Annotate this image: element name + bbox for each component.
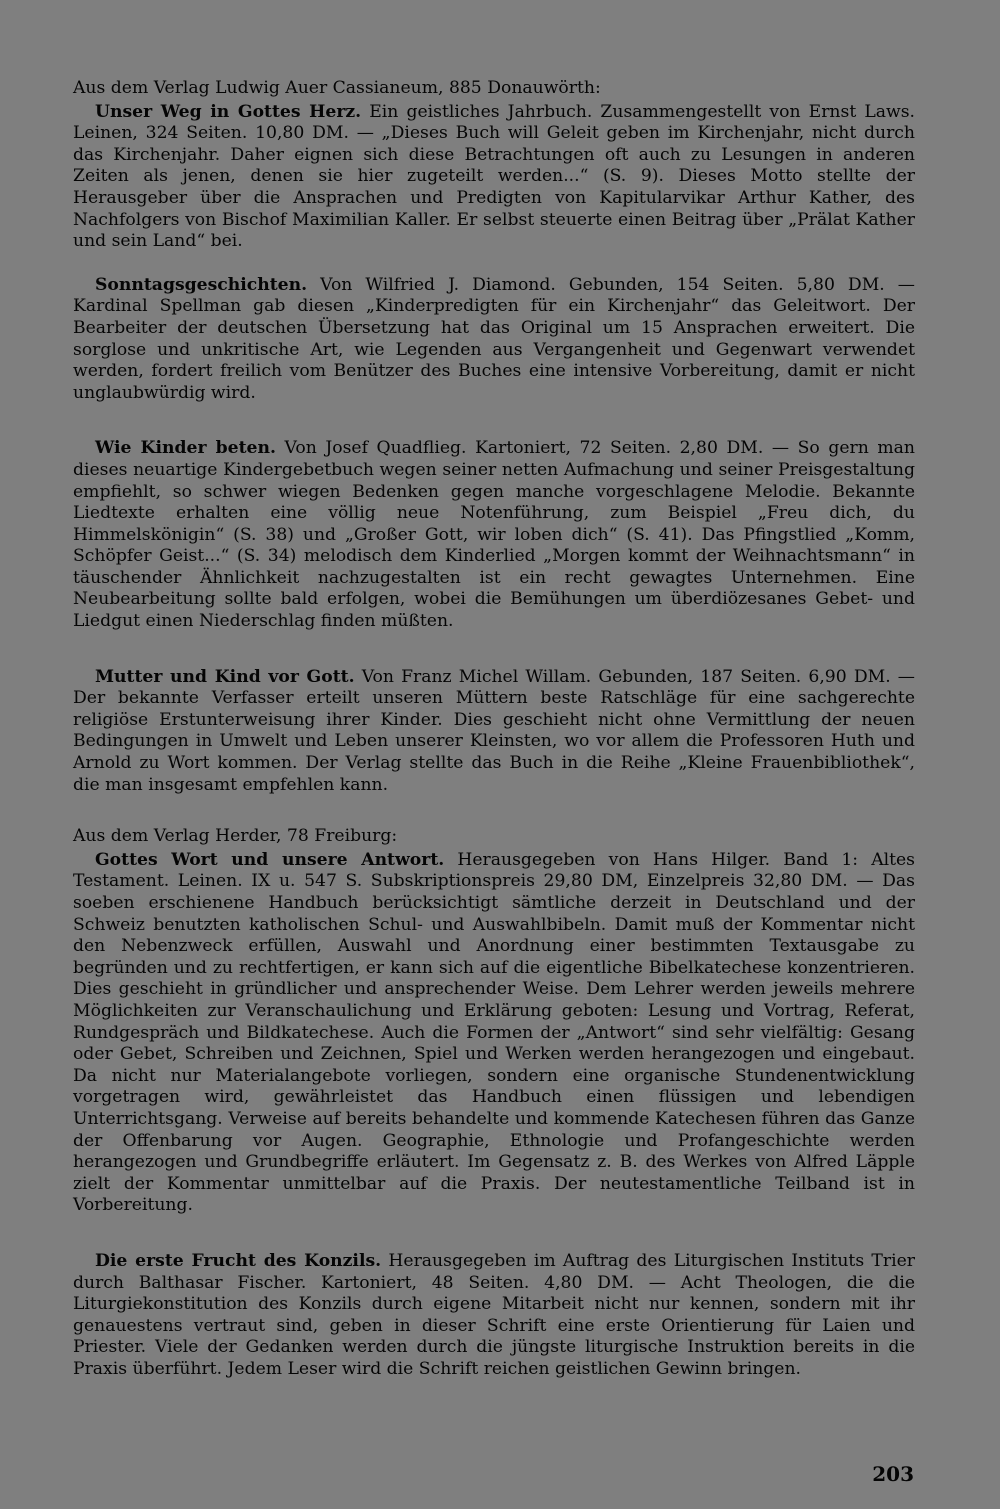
- review-title: Mutter und Kind vor Gott.: [95, 666, 355, 687]
- review-mutter-und-kind: [73, 667, 915, 797]
- review-text: Herausgegeben im Auftrag des Liturgischen Instituts Trier durch Balthasar Fischer. Kartoniert, 48 Seiten. 4,80 DM. — Acht Theologen, die die Liturgiekonstitution des Konzils durch eigene Mitarbeit nicht nur kennen, sondern mit ihr genauestens vertraut sind, geben in dieser Schrift eine erste Orientierung für Laien und Priester. Viele der Gedanken werden durch die jüngste liturgische Instruktion bereits in die Praxis überführt. Jedem Leser wird die Schrift reichen geistlichen Gewinn bringen.: [73, 1250, 915, 1379]
- review-text: Von Josef Quadflieg. Kartoniert, 72 Seiten. 2,80 DM. — So gern man dieses neuartige Kindergebetbuch wegen seiner netten Aufmachung und seiner Preisgestaltung empfiehlt, so schwer wiegen Bedenken gegen manche vorgeschlagene Melodie. Bekannte Liedtexte erhalten eine völlig neue Notenführung, zum Beispiel „Freu dich, du Himmelskönigin“ (S. 38) und „Großer Gott, wir loben dich“ (S. 41). Das Pfingstlied „Komm, Schöpfer Geist...“ (S. 34) melodisch dem Kinderlied „Morgen kommt der Weihnachtsmann“ in täuschender Ähnlichkeit nachzugestalten ist ein recht gewagtes Unternehmen. Eine Neubearbeitung sollte bald erfolgen, wobei die Bemühungen um überdiözesanes Gebet- und Liedgut einen Niederschlag finden müßten.: [73, 438, 915, 632]
- review-unser-weg: [73, 102, 915, 253]
- review-text: Ein geistliches Jahrbuch. Zusammengestellt von Ernst Laws. Leinen, 324 Seiten. 10,80 DM. — „Dieses Buch will Geleit geben im Kirchenjahr, nicht durch das Kirchenjahr. Daher eignen sich diese Betrachtungen oft auch zu Lesungen in anderen Zeiten als jenen, denen sie hier zugeteilt werden...“ (S. 9). Dieses Motto stellte der Herausgeber über die Ansprachen und Predigten von Kapitularvikar Arthur Kather, des Nachfolgers von Bischof Maximilian Kaller. Er selbst steuerte einen Beitrag über „Prälat Kather und sein Land“ bei.: [73, 101, 915, 252]
- page-body: [73, 78, 915, 1380]
- review-title: Wie Kinder beten.: [95, 438, 276, 459]
- review-title: Die erste Frucht des Konzils.: [95, 1250, 382, 1271]
- review-text: Von Franz Michel Willam. Gebunden, 187 Seiten. 6,90 DM. — Der bekannte Verfasser erteilt unseren Müttern beste Ratschläge für eine sachgerechte religiöse Erstunterweisung ihrer Kinder. Dies geschieht nicht ohne Vermittlung der neuen Bedingungen in Umwelt und Leben unserer Kleinsten, wo vor allem die Professoren Huth und Arnold zu Wort kommen. Der Verlag stellte das Buch in die Reihe „Kleine Frauenbibliothek“, die man insgesamt empfehlen kann.: [73, 666, 915, 795]
- review-title: Gottes Wort und unsere Antwort.: [95, 849, 445, 870]
- review-text: Von Wilfried J. Diamond. Gebunden, 154 Seiten. 5,80 DM. — Kardinal Spellman gab diesen „Kinderpredigten für ein Kirchenjahr“ das Geleitwort. Der Bearbeiter der deutschen Übersetzung hat das Original um 15 Ansprachen erweitert. Die sorglose und unkritische Art, wie Legenden aus Vergangenheit und Gegenwart verwendet werden, fordert freilich vom Benützer des Buches eine intensive Vorbereitung, damit er nicht unglaubwürdig wird.: [73, 274, 915, 403]
- review-erste-frucht: [73, 1251, 915, 1381]
- page-number: 203: [872, 1462, 914, 1486]
- review-title: Sonntagsgeschichten.: [95, 274, 308, 295]
- publisher-heading-herder: Aus dem Verlag Herder, 78 Freiburg:: [73, 826, 398, 847]
- review-title: Unser Weg in Gottes Herz.: [95, 101, 362, 122]
- review-wie-kinder-beten: [73, 438, 915, 632]
- publisher-heading-auer: Aus dem Verlag Ludwig Auer Cassianeum, 885 Donauwörth:: [73, 78, 601, 98]
- review-sonntagsgeschichten: [73, 275, 915, 405]
- review-text: Herausgegeben von Hans Hilger. Band 1: Altes Testament. Leinen. IX u. 547 S. Subskriptionspreis 29,80 DM, Einzelpreis 32,80 DM. — Das soeben erschienene Handbuch berücksichtigt sämtliche derzeit in Deutschland und der Schweiz benutzten katholischen Schul- und Auswahlbibeln. Damit muß der Kommentar nicht den Nebenzweck erfüllen, Auswahl und Anordnung einer bestimmten Textausgabe zu begründen und zu rechtfertigen, er kann sich auf die eigentliche Bibelkatechese konzentrieren. Dies geschieht in gründlicher und ansprechender Weise. Dem Lehrer werden jeweils mehrere Möglichkeiten zur Veranschaulichung und Erklärung geboten: Lesung und Vortrag, Referat, Rundgespräch und Bildkatechese. Auch die Formen der „Antwort“ sind sehr vielfältig: Gesang oder Gebet, Schreiben und Zeichnen, Spiel und Werken werden herangezogen und eingebaut. Da nicht nur Materialangebote vorliegen, sondern eine organische Stundenentwicklung vorgetragen wird, gewährleistet das Handbuch einen flüssigen und lebendigen Unterrichtsgang. Verweise auf bereits behandelte und kommende Katechesen führen das Ganze der Offenbarung vor Augen. Geographie, Ethnologie und Profangeschichte werden herangezogen und Grundbegriffe erläutert. Im Gegensatz z. B. des Werkes von Alfred Läpple zielt der Kommentar unmittelbar auf die Praxis. Der neutestamentliche Teilband ist in Vorbereitung.: [73, 849, 916, 1216]
- review-gottes-wort: [73, 850, 915, 1217]
